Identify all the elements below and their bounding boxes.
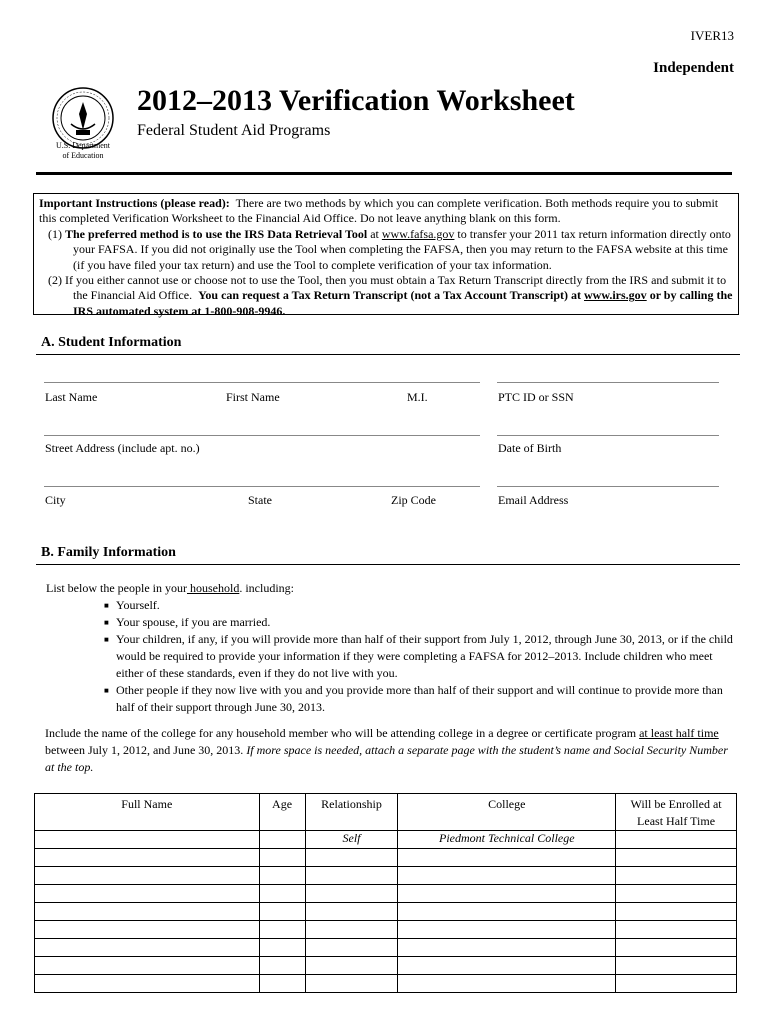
zip-label: Zip Code xyxy=(391,493,436,507)
cell-relationship[interactable]: Self xyxy=(305,831,398,849)
table-row xyxy=(35,903,737,921)
household-list xyxy=(102,597,736,716)
household-table xyxy=(34,793,737,993)
col-enrolled: Will be Enrolled at Least Half Time xyxy=(616,794,737,831)
fafsa-link[interactable]: www.fafsa.gov xyxy=(381,226,455,241)
student-info-heading: A. Student Information xyxy=(41,335,182,350)
dob-line[interactable] xyxy=(497,435,719,436)
status-label: Independent xyxy=(653,60,734,76)
col-relationship: Relationship xyxy=(305,794,398,831)
col-full-name: Full Name xyxy=(35,794,260,831)
last-name-line[interactable] xyxy=(44,382,480,383)
list-item: ■ Other people if they now live with you and you provide more than half of their support and will continue to provide more than half of their support through June 30, 2013. xyxy=(104,683,723,714)
section-a-rule xyxy=(36,354,740,355)
cell-enrolled[interactable] xyxy=(616,831,737,849)
instructions-lead: Important Instructions (please read): xyxy=(39,196,230,210)
table-row xyxy=(35,867,737,885)
table-row xyxy=(35,831,737,849)
ptc-id-label: PTC ID or SSN xyxy=(498,390,574,404)
cell-college[interactable]: Piedmont Technical College xyxy=(398,831,616,849)
mi-label: M.I. xyxy=(407,390,428,404)
email-line[interactable] xyxy=(497,486,719,487)
household-instructions: List below the people in your household. including: ■ Yourself. ■ Your spouse, if you are married. ■ Your children, if any, if you will provide more than half of their support from July 1, 2012, through June 30, 2013, or if the child would be required to provide your information if they were completing a FAFSA for 2012–2013. Include children who meet either of these standards, even if they do not live with you. ■ Other people if they now live with you and you provide more than half of their support and will continue to provide more than half of their support through June 30, 2013. xyxy=(46,580,736,716)
page-title: 2012–2013 Verification Worksheet xyxy=(137,84,575,117)
irs-link[interactable]: www.irs.gov xyxy=(584,288,647,303)
seal-caption: U.S. Department of Education xyxy=(56,141,110,160)
family-info-heading: B. Family Information xyxy=(41,545,176,560)
first-name-label: First Name xyxy=(226,390,280,404)
college-instructions: Include the name of the college for any household member who will be attending college in a degree or certificate program at least half time between July 1, 2012, and June 30, 2013. If more space is needed, attach a separate page with the student’s name and Social Security Number at the top. xyxy=(45,726,728,774)
header-divider xyxy=(36,172,732,175)
table-header-row xyxy=(35,794,737,831)
last-name-label: Last Name xyxy=(45,390,98,404)
list-item: ■ Your spouse, if you are married. xyxy=(104,615,271,629)
table-row xyxy=(35,849,737,867)
street-line[interactable] xyxy=(44,435,480,436)
col-college: College xyxy=(398,794,616,831)
table-row xyxy=(35,957,737,975)
form-code: IVER13 xyxy=(690,28,734,43)
table-row xyxy=(35,921,737,939)
table-row xyxy=(35,939,737,957)
ptc-id-line[interactable] xyxy=(497,382,719,383)
email-label: Email Address xyxy=(498,493,569,507)
list-item: ■ Your children, if any, if you will provide more than half of their support from July 1, 2012, through June 30, 2013, or if the child would be required to provide your information if they were completing a FAFSA for 2012–2013. Include children who meet either of these standards, even if they do not live with you. xyxy=(104,632,733,680)
section-b-rule xyxy=(36,564,740,565)
dob-label: Date of Birth xyxy=(498,441,562,455)
street-label: Street Address (include apt. no.) xyxy=(45,441,200,455)
cell-name[interactable] xyxy=(35,831,260,849)
table-row xyxy=(35,885,737,903)
state-label: State xyxy=(248,493,272,507)
city-label: City xyxy=(45,493,66,507)
table-row xyxy=(35,975,737,993)
col-age: Age xyxy=(259,794,305,831)
instructions-box: Important Instructions (please read): There are two methods by which you can complete verification. Both methods require you to submit this completed Verification Worksheet to the Financial Aid Office. Do not leave anything blank on this form. (1) The preferred method is to use the IRS Data Retrieval Tool at www.fafsa.gov to transfer your 2011 tax return information directly onto your FAFSA. If you did not originally use the Tool when completing the FAFSA, then you may return to the FAFSA website at this time (if you have filed your tax return) and use the Tool to complete verification of your tax information. (2) If you either cannot use or choose not to use the Tool, then you must obtain a Tax Return Transcript directly from the IRS and submit it to the Financial Aid Office. You can request a Tax Return Transcript (not a Tax Account Transcript) at www.irs.gov or by calling the IRS automated system at 1-800-908-9946. xyxy=(33,193,739,315)
cell-age[interactable] xyxy=(259,831,305,849)
city-line[interactable] xyxy=(44,486,480,487)
page-subtitle: Federal Student Aid Programs xyxy=(137,122,331,139)
list-item: ■ Yourself. xyxy=(104,598,160,612)
